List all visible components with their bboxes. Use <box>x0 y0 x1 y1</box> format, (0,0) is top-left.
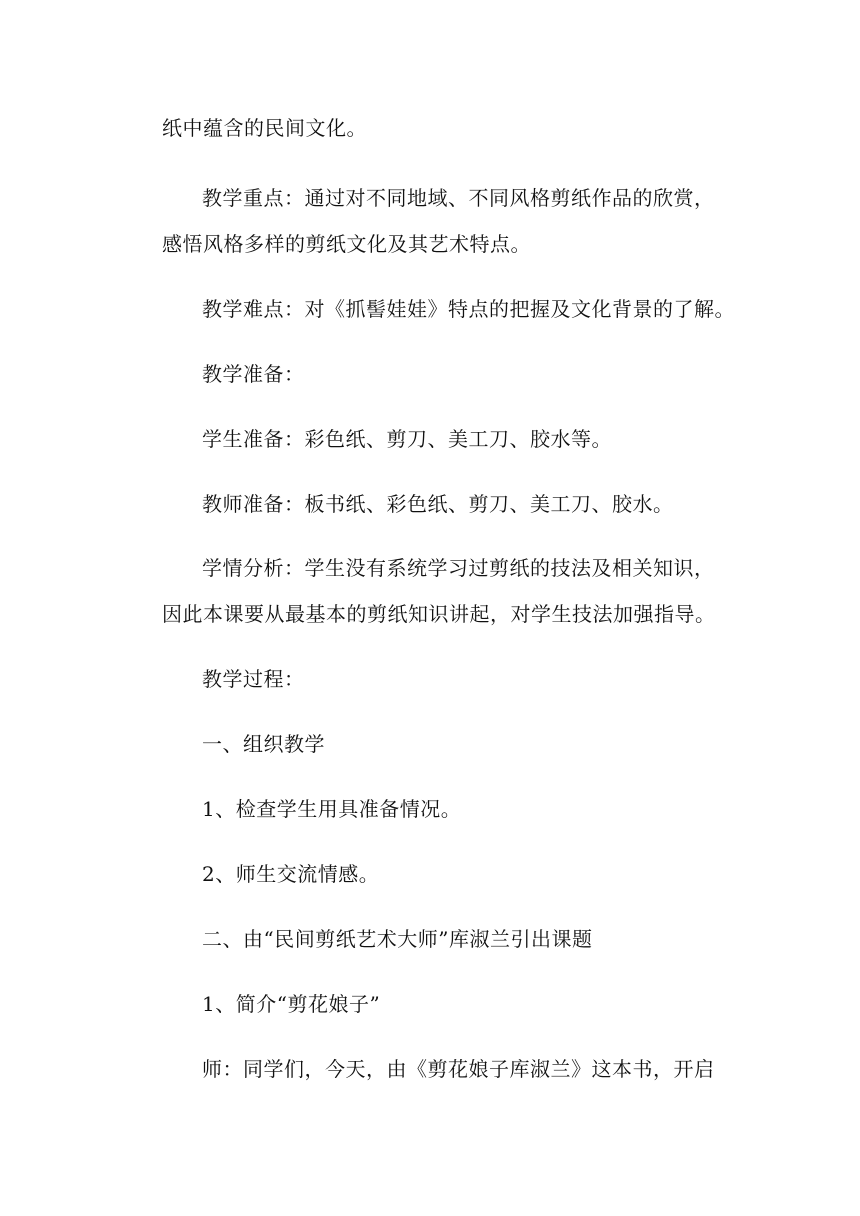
text-line: 纸中蕴含的民间文化。 <box>162 116 367 140</box>
text-line: 教师准备：板书纸、彩色纸、剪刀、美工刀、胶水。 <box>202 492 674 516</box>
text-line: 二、由“民间剪纸艺术大师”库淑兰引出课题 <box>202 927 593 951</box>
text-line: 1、检查学生用具准备情况。 <box>202 797 462 821</box>
text-line: 学生准备：彩色纸、剪刀、美工刀、胶水等。 <box>202 427 612 451</box>
text-line: 1、简介“剪花娘子” <box>202 992 381 1016</box>
text-line: 一、组织教学 <box>202 732 325 756</box>
text-line: 2、师生交流情感。 <box>202 862 380 886</box>
text-line: 教学准备： <box>202 362 305 386</box>
text-line: 师：同学们，今天，由《剪花娘子库淑兰》这本书，开启 <box>202 1057 715 1081</box>
text-line: 因此本课要从最基本的剪纸知识讲起，对学生技法加强指导。 <box>162 602 716 626</box>
text-line: 教学难点：对《抓髻娃娃》特点的把握及文化背景的了解。 <box>202 297 735 321</box>
text-line: 教学过程： <box>202 667 305 691</box>
text-line: 学情分析：学生没有系统学习过剪纸的技法及相关知识， <box>202 556 715 580</box>
text-line: 教学重点：通过对不同地域、不同风格剪纸作品的欣赏， <box>202 186 715 210</box>
text-line: 感悟风格多样的剪纸文化及其艺术特点。 <box>162 232 531 256</box>
